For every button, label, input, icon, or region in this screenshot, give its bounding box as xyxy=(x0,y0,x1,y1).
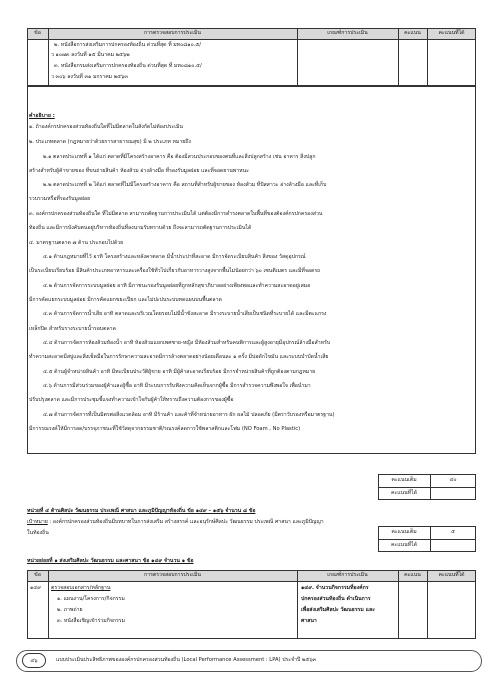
full-score-label: คะแนนเต็ม xyxy=(391,477,417,483)
assessment-table-top xyxy=(27,28,476,86)
unit-goal xyxy=(27,518,324,527)
criteria-line: เพื่อส่งเสริมศิลปะ วัฒนธรรม และ xyxy=(301,607,375,613)
full-score-label: คะแนนเต็ม xyxy=(391,529,417,535)
note-line: ๔.๖ ด้านการมีส่วนร่วมของผู้ค้าและผู้ซื้อ อาทิ มีระบบการรับฟังความคิดเห็นจากผู้ซื้อ มีการสำรวจความพึงพอใจ เพื่อนำมา xyxy=(43,383,311,389)
note-line: ๔.๔ ด้านการจัดการห้องส้วมห้องน้ำ อาทิ ห้องส้วมแยกเพศชาย-หญิง มีห้องส้วมสำหรับคนพิการและผู้สูงอายุมีอุปกรณ์ล้างมือสำหรับ xyxy=(43,340,331,346)
reference-line: ๓. หนังสือกรมส่งเสริมการปกครองท้องถิ่น ด่วนที่สุด ที่ มท๐๘๑๐.๕/ xyxy=(54,63,202,69)
col-header-check: การตรวจสอบการประเมิน xyxy=(144,572,201,578)
goal-text: : องค์กรปกครองส่วนท้องถิ่นมีบทบาทในการส่งเสริม สร้างสรรค์ และอนุรักษ์ศิลปะ วัฒนธรรม ประเพณี ศาสนา และภูมิปัญญา xyxy=(47,519,324,525)
reference-line: ว ๑๐๗๓ ลงวันที่ ๑๕ มีนาคม ๒๕๖๒ xyxy=(51,52,130,58)
col-header-no: ข้อ xyxy=(34,572,41,578)
criteria-line: ปกครองส่วนท้องถิ่น ดำเนินการ xyxy=(301,596,371,602)
reference-line: ว ๓๐๖ ลงวันที่ ๓๑ มกราคม ๒๕๖๓ xyxy=(51,74,128,80)
earned-score-label: คะแนนที่ได้ xyxy=(390,542,418,548)
item-number: ๑๔๙ xyxy=(30,585,42,591)
note-line: ๓. องค์กรปกครองส่วนท้องถิ่นใด ที่ไม่มีตลาด สามารถตัดฐานการประเมินได้ แต่ต้องมีการดำรงตลาดในพื้นที่ของต้องค์กรปกครองส่วน xyxy=(29,211,323,217)
col-header-score: คะแนน xyxy=(404,572,421,578)
note-line: ทำความสะอาดมีสบู่และสิ่งเช็ดมือในการรักษาความสะอาดมีการล้างตลาดอย่างน้อยเดือนละ ๑ ครั้ง มีบ่อดักไขมัน และระบบบำบัดน้ำเสีย xyxy=(29,354,329,360)
col-header-score: คะแนน xyxy=(404,30,421,36)
check-item: ๑. แผนงาน/โครงการ/กิจกรรม xyxy=(57,596,125,602)
note-line: ๒.๒ ตลาดประเภทที่ ๒ ได้แก่ ตลาดที่ไม่มีโครงสร้างอาคาร คือ สถานที่สำหรับผู้ขายของ ห้องส้วม ที่ปัสสาวะ อ่างล้างมือ และที่เก็บ xyxy=(43,182,327,188)
note-line: ๑. ถ้าองค์กรปกครองส่วนท้องถิ่นใดที่ไม่มีตลาดในสังกัดไม่ต้องประเมิน xyxy=(29,124,183,130)
col-header-check: การตรวจสอบการประเมิน xyxy=(144,30,201,36)
goal-text-cont: ในท้องถิ่น xyxy=(27,530,49,536)
note-line: ๔.๓ ด้านการจัดการน้ำเสีย อาทิ ตลาดและบริเวณโดยรอบไม่มีน้ำขังสะอาด มีรางระบายน้ำเสียเป็นชนิดที่ระบายได้ และมีตะแกรง xyxy=(43,311,327,317)
col-header-criteria: เกณฑ์การประเมิน xyxy=(327,30,368,36)
page-number: ๔๖ xyxy=(30,657,38,664)
note-line: ๒.๑ ตลาดประเภทที่ ๑ ได้แก่ ตลาดที่มีโครงสร้างอาคาร คือ ต้องมีสวนประกอบของตนที่และสิ่งปลูกสร้าง เช่น อาคาร สิ่งปลูก xyxy=(43,154,316,160)
full-score-value: ๔๐ xyxy=(449,477,457,483)
score-box-unit4 xyxy=(378,526,476,552)
criteria-line: ๑๔๙. จำนวนกิจกรรมที่องค์กร xyxy=(301,585,369,591)
col-header-criteria: เกณฑ์การประเมิน xyxy=(327,572,368,578)
check-item: ๒. ภาพถ่าย xyxy=(57,607,83,613)
full-score-value: ๕ xyxy=(451,529,455,535)
note-line: เหล็กปิด สำหรับรางระบายน้ำรอบตลาด xyxy=(29,326,116,332)
col-header-score-got: คะแนนที่ได้ xyxy=(438,30,465,36)
subunit-title: หน่วยย่อยที่ ๑ ส่งเสริมศิลปะ วัฒนธรรม และศาสนา ข้อ ๑๔๙ จำนวน ๑ ข้อ xyxy=(27,558,194,564)
check-item: ๓. หนังสือเชิญเข้าร่วมกิจกรรม xyxy=(57,618,126,624)
note-line: ๔.๑ ด้านกฎหมายที่ไว้ อาทิ โครงสร้างและหลังคาตลาด มีน้ำประปาที่สะอาด มีการจัดระเบียบสินค้า สิ่งของ วัสดุอุปกรณ์ xyxy=(43,254,306,260)
note-line: มีการคัดแยกระบบมูลฝอย มีการคัดแยกขยะเปียก และไม่ปะปนระบบทดแผนบนพื้นตลาด xyxy=(29,297,222,303)
note-line: ๔.๒ ด้านการจัดการระบบมูลฝอย อาทิ มีภาชนะรองรับมูลฝอยที่ถูกหลักสุขาภิบาลอย่างเพียงพอและทำความสะอาดอยู่เสมอ xyxy=(43,283,311,289)
note-line: มีการรณรงค์ให้มีการลด/บรรจุภาชนะที่ใช้วัสดุจากธรรมชาติ/รณรงค์ลดการใช้พลาสติกและโฟม (NO Foam , No Plastic) xyxy=(29,426,301,432)
goal-label: เป้าหมาย xyxy=(27,519,48,525)
explanation-title: คำอธิบาย : xyxy=(29,113,55,119)
note-line: ปรับปรุงตลาด และมีการประชุมชี้แจงทำความเข้าใจกับผู้ค้าให้ทราบถึงความต้องการของผู้ซื้อ xyxy=(29,397,234,403)
earned-score-label: คะแนนที่ได้ xyxy=(390,490,418,496)
note-line: ๒. ประเภทตลาด (กฎหมายว่าด้วยการสาธารณสุข) มี ๒ ประเภท หมายถึง xyxy=(29,139,191,145)
footer-text: แบบประเมินประสิทธิภาพขององค์กรปกครองส่วนท้องถิ่น (Local Performance Assessment : LPA) ประจำปี ๒๕๖๓ xyxy=(56,657,317,663)
note-line: เป็นระเบียบเรียบร้อย มีสินค้าประเภทอาหารและเครื่องใช้ทั่วไปเกี่ยวกับอาหารวางสูงจากพื้นไม่น้อยกว่า ๖๐ เซนติเมตร และมีที่จอดรถ xyxy=(29,268,321,274)
criteria-line: ศาสนา xyxy=(301,618,317,624)
score-box-unit3 xyxy=(378,474,476,500)
note-line: ๔.๕ ด้านผู้จำหน่ายสินค้า อาทิ มีทะเบียนประวัติผู้ขาย อาทิ มีผู้ค้าสะอาดเรียบร้อย มีการจำหน่ายสินค้าที่ถูกต้องตามกฎหมาย xyxy=(43,369,316,375)
check-title: ตรวจสอบเอกสาร/หลักฐาน xyxy=(51,585,111,591)
page-footer xyxy=(16,650,482,672)
note-line: ๔. มาตรฐานตลาด ๗ ด้าน ประกอบไปด้วย xyxy=(29,240,124,246)
note-line: สร้างสำหรับผู้ค้าขายของ ที่ขนถ่ายสินค้า ห้องส้วม อ่างล้างมือ ที่รองรับมูลฝอย และที่จอดยานพาหนะ xyxy=(29,168,249,174)
note-line: ๔.๗ ด้านการจัดการที่เป็นมิตรต่อสิ่งแวดล้อม อาทิ มีร้านค้า และค้าที่จำหน่ายอาหาร ผัก ผลไม้ ปลอดภัย (มีตราวับรองหรือมาตรฐาน) xyxy=(43,412,335,418)
col-header-no: ข้อ xyxy=(34,30,41,36)
reference-line: ๒. หนังสือการส่งเสริมการปกครองท้องถิ่น ด่วนที่สุด ที่ มท๐๘๑๐.๕/ xyxy=(54,42,202,48)
unit-title: หน่วยที่ ๔ ด้านศิลปะ วัฒนธรรม ประเพณี ศาสนา และภูมิปัญญาท้องถิ่น ข้อ ๑๔๙ – ๑๕๖ จำนวน ๘ ข้อ xyxy=(27,508,256,514)
assessment-table-bottom xyxy=(27,570,476,639)
col-header-score-got: คะแนนที่ได้ xyxy=(438,572,465,578)
note-line: ท้องถิ่น และมีการบังคับตนอยู่บริหารท้องถิ่นที่ลงนามรับทราบด้วย ถึงจะสามารถตัดฐานการประเมินได้ xyxy=(29,225,252,231)
page-number-badge xyxy=(22,653,46,668)
note-line: รวบรวมหรือที่รองรับมูลฝอย xyxy=(29,196,91,202)
